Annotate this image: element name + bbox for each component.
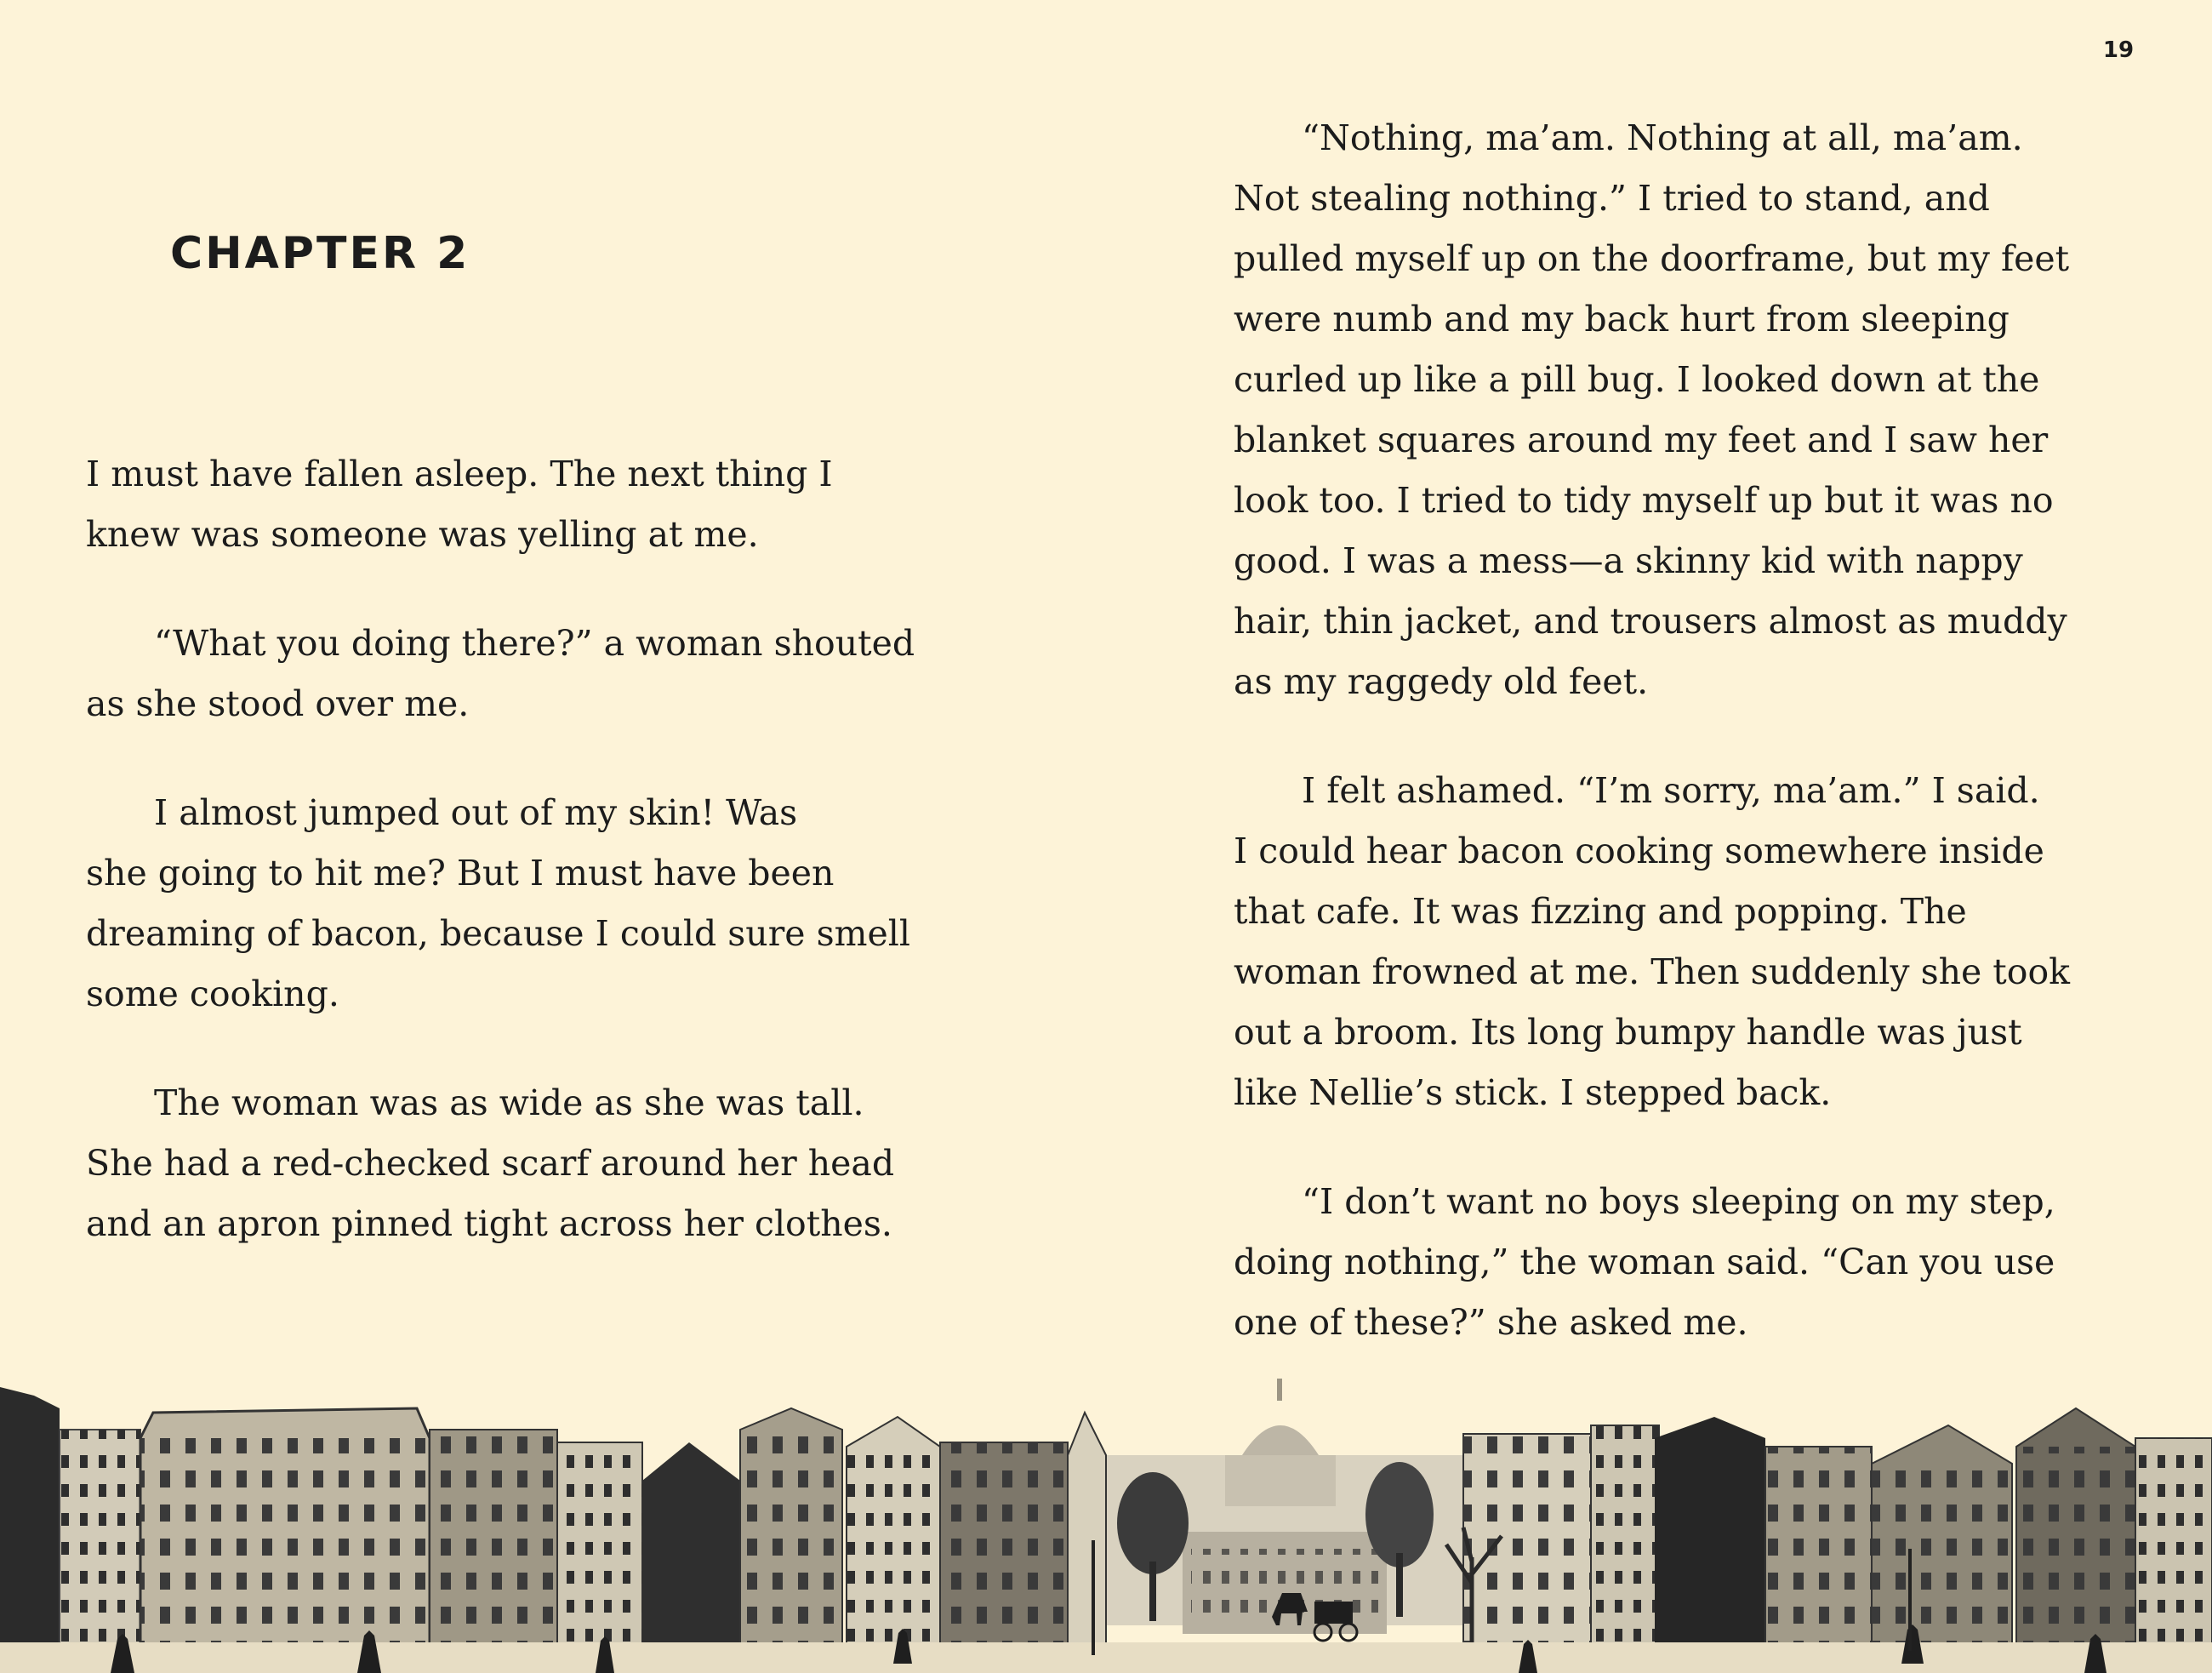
text-line: woman frowned at me. Then suddenly she took [1234,951,2070,992]
text-line: “I don’t want no boys sleeping on my step, [1302,1181,2055,1222]
text-line: I could hear bacon cooking somewhere inside [1234,831,2044,871]
text-line: pulled myself up on the doorframe, but my feet [1234,238,2070,279]
text-line: dreaming of bacon, because I could sure smell [86,913,911,954]
paragraph [1234,1172,2118,1353]
text-line: as my raggedy old feet. [1234,661,1649,702]
text-line: “What you doing there?” a woman shouted [154,623,915,664]
text-line: she going to hit me? But I must have been [86,853,835,894]
text-line: good. I was a mess—a skinny kid with nappy [1234,540,2023,581]
text-line: some cooking. [86,974,339,1014]
text-line: blanket squares around my feet and I saw her [1234,420,2049,460]
building-row-right [1463,1408,2212,1673]
text-line: Not stealing nothing.” I tried to stand, and [1234,178,1990,219]
paragraph [86,614,971,734]
text-line: “Nothing, ma’am. Nothing at all, ma’am. [1302,117,2023,158]
text-line: look too. I tried to tidy myself up but it was no [1234,480,2054,521]
street [0,1642,2212,1673]
text-line: She had a red-checked scarf around her head [86,1143,895,1184]
page-number: 19 [2102,37,2135,63]
text-line: knew was someone was yelling at me. [86,514,759,555]
paragraph [1234,761,2118,1123]
text-line: curled up like a pill bug. I looked down at the [1234,359,2040,400]
text-line: The woman was as wide as she was tall. [154,1082,864,1123]
street-scene-illustration [0,1362,2212,1673]
text-line: I almost jumped out of my skin! Was [154,792,798,833]
text-line: doing nothing,” the woman said. “Can you use [1234,1242,2055,1282]
chapter-title: CHAPTER 2 [170,228,470,279]
text-line: like Nellie’s stick. I stepped back. [1234,1072,1832,1113]
paragraph [86,783,971,1025]
paragraph [86,1073,971,1254]
paragraph [86,444,971,565]
dome-icon [1225,1379,1336,1506]
building-row-left [0,1387,1106,1673]
paragraph [1234,108,2118,712]
text-line: hair, thin jacket, and trousers almost as muddy [1234,601,2067,642]
text-line: and an apron pinned tight across her clothes. [86,1203,892,1244]
text-line: that cafe. It was fizzing and popping. The [1234,891,1967,932]
text-line: I felt ashamed. “I’m sorry, ma’am.” I said. [1302,770,2040,811]
text-line: out a broom. Its long bumpy handle was just [1234,1012,2022,1053]
right-column [1234,108,2118,1402]
text-line: one of these?” she asked me. [1234,1302,1748,1343]
text-line: as she stood over me. [86,683,470,724]
text-line: I must have fallen asleep. The next thing I [86,454,833,494]
left-column [86,444,971,1303]
text-line: were numb and my back hurt from sleeping [1234,299,2010,340]
